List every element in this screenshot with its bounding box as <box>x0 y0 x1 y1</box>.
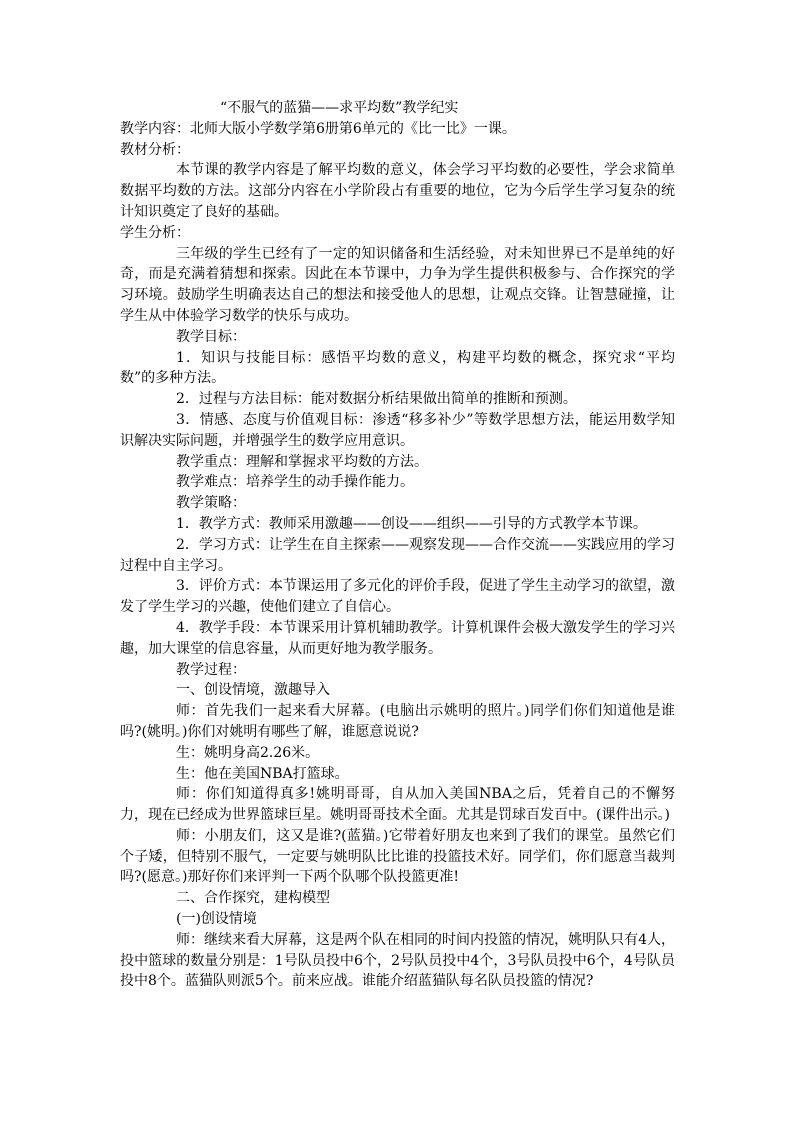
section-1-heading: 一、创设情境，激趣导入 <box>176 682 330 699</box>
objective-1-paragraph: 1．知识与技能目标：感悟平均数的意义，构建平均数的概念，探究求“平均数”的多种方法。 <box>120 349 675 387</box>
objective-2-paragraph: 2．过程与方法目标：能对数据分析结果做出简单的推断和预测。 <box>176 391 577 408</box>
teacher-dialogue-paragraph: 师：你们知道得真多!姚明哥哥，自从加入美国NBA之后，凭着自己的不懈努力，现在已经成为世界篮球巨星。姚明哥哥技术全面。尤其是罚球百发百中。(课件出示。) <box>120 786 675 824</box>
textbook-analysis-heading: 教材分析： <box>120 141 190 158</box>
strategy-3-paragraph: 3．评价方式：本节课运用了多元化的评价手段，促进了学生主动学习的欲望，激发了学生学习的兴趣，使他们建立了自信心。 <box>120 578 675 616</box>
document-title: “不服气的蓝猫——求平均数”教学纪实 <box>220 100 459 116</box>
teaching-objectives-heading: 教学目标： <box>176 328 246 345</box>
subsection-heading: (一)创设情境 <box>176 911 257 928</box>
section-2-heading: 二、合作探究，建构模型 <box>176 890 330 907</box>
strategy-1-paragraph: 1．教学方式：教师采用激趣——创设——组织——引导的方式教学本节课。 <box>176 515 647 532</box>
student-analysis-heading: 学生分析： <box>120 224 190 241</box>
textbook-analysis-paragraph: 本节课的教学内容是了解平均数的意义，体会学习平均数的必要性，学会求简单数据平均数的方法。这部分内容在小学阶段占有重要的地位，它为今后学生学习复杂的统计知识奠定了良好的基础。 <box>120 162 675 220</box>
teaching-focus-paragraph: 教学重点：理解和掌握求平均数的方法。 <box>176 453 428 470</box>
teacher-dialogue-paragraph: 师：小朋友们，这又是谁?(蓝猫。)它带着好朋友也来到了我们的课堂。虽然它们个子矮，但特别不服气，一定要与姚明队比比谁的投篮技术好。同学们，你们愿意当裁判吗?(愿意。)那好你们来评判一下两个队哪个队投篮更准! <box>120 827 675 886</box>
teacher-dialogue-paragraph: 师：继续来看大屏幕，这是两个队在相同的时间内投篮的情况，姚明队只有4人，投中篮球的数量分别是：1号队员投中6个，2号队员投中4个，3号队员投中6个，4号队员投中8个。蓝猫队则派5个。前来应战。谁能介绍蓝猫队每名队员投篮的情况? <box>120 931 675 990</box>
teacher-dialogue-paragraph: 师：首先我们一起来看大屏幕。(电脑出示姚明的照片。)同学们你们知道他是谁吗?(姚明。)你们对姚明有哪些了解，谁愿意说说? <box>120 703 675 740</box>
student-dialogue-paragraph: 生：他在美国NBA打篮球。 <box>176 765 349 782</box>
student-dialogue-paragraph: 生：姚明身高2.26米。 <box>176 744 320 761</box>
teaching-strategy-heading: 教学策略： <box>176 495 246 512</box>
objective-3-paragraph: 3．情感、态度与价值观目标：渗透“移多补少”等数学思想方法，能运用数学知识解决实际问题，并增强学生的数学应用意识。 <box>120 411 675 449</box>
teaching-content-paragraph: 教学内容：北师大版小学数学第6册第6单元的《比一比》一课。 <box>120 120 516 137</box>
strategy-2-paragraph: 2．学习方式：让学生在自主探索——观察发现——合作交流——实践应用的学习过程中自主学习。 <box>120 536 675 574</box>
student-analysis-paragraph: 三年级的学生已经有了一定的知识储备和生活经验，对未知世界已不是单纯的好奇，而是充满着猜想和探索。因此在本节课中，力争为学生提供积极参与、合作探究的学习环境。鼓励学生明确表达自己的想法和接受他人的思想，让观点交锋。让智慧碰撞，让学生从中体验学习数学的快乐与成功。 <box>120 245 675 324</box>
document-body <box>120 98 675 992</box>
strategy-4-paragraph: 4．教学手段：本节课采用计算机辅助教学。计算机课件会极大激发学生的学习兴趣，加大课堂的信息容量，从而更好地为教学服务。 <box>120 619 675 657</box>
teaching-process-heading: 教学过程： <box>176 661 246 678</box>
teaching-difficulty-paragraph: 教学难点：培养学生的动手操作能力。 <box>176 474 414 491</box>
